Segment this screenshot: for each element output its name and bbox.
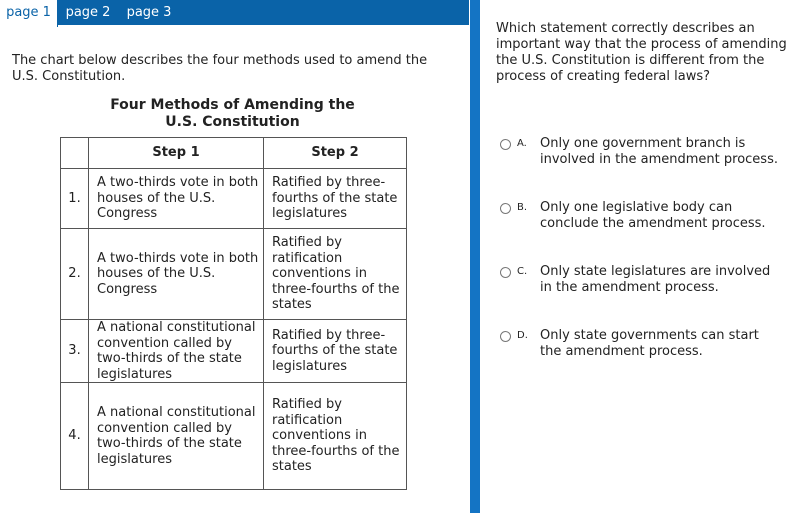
column-header-step-2: Step 2 bbox=[264, 138, 407, 169]
answer-option-a[interactable] bbox=[500, 136, 790, 186]
chart-title-line-2: U.S. Constitution bbox=[165, 114, 300, 130]
row-number: 4. bbox=[61, 383, 89, 490]
chart-title-line-1: Four Methods of Amending the bbox=[110, 97, 355, 113]
table-row bbox=[61, 383, 407, 490]
row-step-1: A national constitutional convention called by two-thirds of the state legislatures bbox=[89, 383, 264, 490]
row-step-2: Ratified by three-fourths of the state legislatures bbox=[264, 320, 407, 383]
option-letter: A. bbox=[517, 138, 527, 149]
row-step-2: Ratified by ratification conventions in three-fourths of the states bbox=[264, 383, 407, 490]
row-step-2: Ratified by three-fourths of the state legislatures bbox=[264, 169, 407, 229]
option-letter: C. bbox=[517, 266, 528, 277]
option-letter: D. bbox=[517, 330, 528, 341]
radio-button-b[interactable] bbox=[500, 203, 511, 214]
row-step-2: Ratified by ratification conventions in three-fourths of the states bbox=[264, 229, 407, 320]
column-header-step-1: Step 1 bbox=[89, 138, 264, 169]
table-row bbox=[61, 229, 407, 320]
amendment-methods-table bbox=[60, 137, 407, 490]
option-letter: B. bbox=[517, 202, 528, 213]
table-header-row bbox=[61, 138, 407, 169]
radio-button-a[interactable] bbox=[500, 139, 511, 150]
question-stem: Which statement correctly describes an important way that the process of amending the U.S. Constitution is different from the process of creating federal laws? bbox=[496, 21, 787, 84]
option-text: Only one legislative body can conclude the amendment process. bbox=[540, 200, 766, 231]
table-row bbox=[61, 169, 407, 229]
column-header-number bbox=[61, 138, 89, 169]
tab-page-1[interactable]: page 1 bbox=[0, 0, 58, 27]
row-number: 1. bbox=[61, 169, 89, 229]
tab-page-3[interactable]: page 3 bbox=[126, 5, 172, 20]
chart-title bbox=[60, 97, 405, 131]
table-row bbox=[61, 320, 407, 383]
tab-page-2[interactable]: page 2 bbox=[65, 5, 111, 20]
option-text: Only one government branch is involved in the amendment process. bbox=[540, 136, 778, 167]
row-number: 3. bbox=[61, 320, 89, 383]
page-tab-bar bbox=[0, 0, 469, 25]
pane-divider[interactable] bbox=[470, 0, 480, 513]
row-step-1: A two-thirds vote in both houses of the U.S. Congress bbox=[89, 229, 264, 320]
passage-intro: The chart below describes the four methods used to amend the U.S. Constitution. bbox=[12, 53, 428, 84]
radio-button-c[interactable] bbox=[500, 267, 511, 278]
option-text: Only state legislatures are involved in the amendment process. bbox=[540, 264, 771, 295]
answer-option-b[interactable] bbox=[500, 200, 790, 250]
row-step-1: A national constitutional convention called by two-thirds of the state legislatures bbox=[89, 320, 264, 383]
answer-option-c[interactable] bbox=[500, 264, 790, 314]
radio-button-d[interactable] bbox=[500, 331, 511, 342]
row-number: 2. bbox=[61, 229, 89, 320]
answer-option-d[interactable] bbox=[500, 328, 790, 378]
option-text: Only state governments can start the amendment process. bbox=[540, 328, 759, 359]
row-step-1: A two-thirds vote in both houses of the U.S. Congress bbox=[89, 169, 264, 229]
